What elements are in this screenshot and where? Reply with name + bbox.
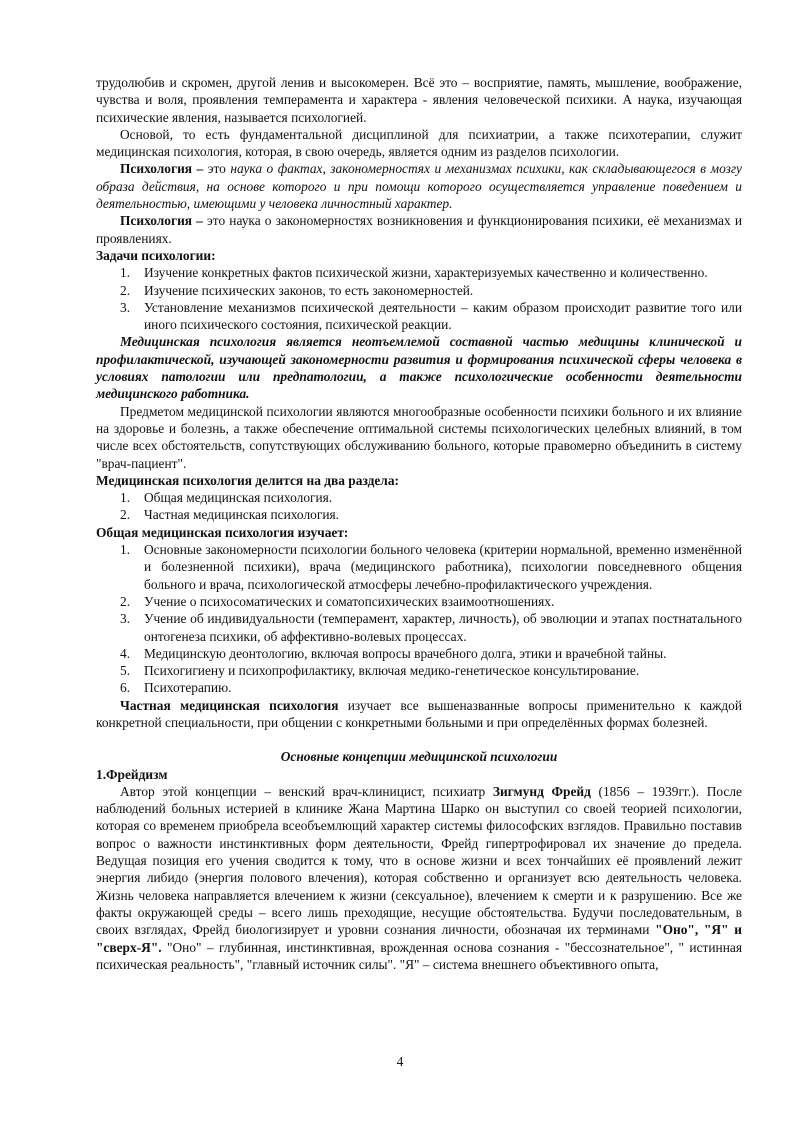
definition-text: это	[203, 161, 231, 177]
list-text: Общая медицинская психология.	[144, 490, 333, 506]
list-item	[96, 645, 742, 662]
list-text: Медицинскую деонтологию, включая вопросы врачебного долга, этики и врачебной тайны.	[144, 645, 667, 661]
list-text: Изучение психических законов, то есть закономерностей.	[144, 282, 474, 298]
paragraph-private	[96, 697, 742, 732]
freud-text-2: (1856 – 1939гг.). После наблюдений больных истерией в клинике Жана Мартина Шарко он выступил со своей теорией психологии, которая со временем приобрела всеобъемлющий характер системы философских взглядов. Правильно поставив вопрос о важности инстинктивных форм деятельности, Фрейд гипертрофировал их значение до предела. Ведущая позиция его учения сводится к тому, что в основе жизни и всех тончайших её проявлений лежит энергия либидо (энергия полового влечения), которая собственно и организует всю деятельность человека. Жизнь человека направляется влечением к жизни (сексуальное), влечением к смерти и к разрушению. Все же факты окружающей среды – всего лишь преходящие, несущие обстоятельства. Будучи последовательным, в своих взглядах, Фрейд биологизирует и уровни сознания личности, обозначая их терминами	[96, 783, 742, 938]
definition-psychology-1	[96, 160, 742, 212]
list-number: 2.	[120, 282, 131, 298]
list-item	[96, 282, 742, 299]
heading-freudism: 1.Фрейдизм	[96, 766, 168, 782]
list-number: 4.	[120, 645, 131, 661]
list-text: Психотерапию.	[144, 680, 232, 696]
list-text: Психогигиену и психопрофилактику, включая медико-генетическое консультирование.	[144, 663, 640, 679]
list-divided	[96, 489, 742, 524]
definition-term: Частная медицинская психология	[120, 697, 339, 713]
list-number: 1.	[120, 490, 131, 506]
list-number: 2.	[120, 593, 131, 609]
definition-text: изучает все вышеназванные вопросы применительно к каждой конкретной специальности, при общении с конкретными больными и при определённых формах болезней.	[96, 697, 742, 730]
list-text: Изучение конкретных фактов психической жизни, характеризуемых качественно и количественно.	[144, 265, 708, 281]
list-text: Частная медицинская психология.	[144, 507, 339, 523]
paragraph-foundation: Основой, то есть фундаментальной дисциплиной для психиатрии, а также психотерапии, служит медицинская психология, которая, в свою очередь, является одним из разделов психологии.	[96, 126, 742, 160]
definition-term: Психология –	[120, 161, 204, 177]
list-item	[96, 506, 742, 523]
list-text: Установление механизмов психической деятельности – каким образом происходит развитие того или иного психического состояния, психической реакции.	[144, 299, 742, 333]
list-item	[96, 679, 742, 696]
list-item	[96, 662, 742, 679]
list-item	[96, 299, 742, 334]
list-number: 1.	[120, 265, 131, 281]
freud-text-3: "Оно" – глубинная, инстинктивная, врожденная основа сознания - "бессознательное", " истинная психическая реальность", "главный источник силы". "Я" – система внешнего объективного опыта,	[96, 939, 742, 972]
list-tasks	[96, 264, 742, 333]
freud-name: Зигмунд Фрейд	[492, 783, 591, 799]
list-item	[96, 593, 742, 610]
page-number: 4	[396, 1054, 404, 1069]
list-number: 1.	[120, 542, 131, 558]
freud-terms: "Оно", "Я" и "сверх-Я".	[96, 922, 742, 955]
paragraph-freud	[96, 783, 742, 973]
document-page	[96, 74, 742, 973]
list-general	[96, 541, 742, 697]
definition-text: это наука о закономерностях возникновения и функционирования психики, её механизмах и проявлениях.	[96, 213, 742, 246]
list-item	[96, 610, 742, 645]
definition-term: Психология –	[120, 213, 203, 229]
paragraph-intro: трудолюбив и скромен, другой ленив и высокомерен. Всё это – восприятие, память, мышление, воображение, чувства и воля, проявления темперамента и характера - явления человеческой психики. А наука, изучающая психические явления, называется психологией.	[96, 75, 742, 125]
definition-psychology-2	[96, 212, 742, 247]
freud-text-1: Автор этой концепции – венский врач-клиницист, психиатр	[120, 783, 493, 799]
spacer	[96, 731, 742, 748]
list-text: Основные закономерности психологии больного человека (критерии нормальной, временно изменённой и болезненной психики), врача (медицинского работника), психологии повседневного общения больного и врача, психологической атмосферы лечебно-профилактического учреждения.	[144, 542, 742, 592]
list-item	[96, 489, 742, 506]
list-number: 6.	[120, 680, 131, 696]
paragraph-subject: Предметом медицинской психологии являются многообразные особенности психики больного и их влияние на здоровье и болезнь, а также обеспечение оптимальной системы психологических целебных влияний, в том числе всех обстоятельств, сопутствующих обслуживанию больного, которые правомерно объединить в систему "врач-пациент".	[96, 403, 742, 471]
definition-text: является неотъемлемой составной частью медицины клинической и профилактической, изучающей закономерности развития и формирования психической сферы человека в условиях патологии или предпатологии, а также психологические особенности деятельности медицинского работника.	[96, 334, 743, 402]
heading-general: Общая медицинская психология изучает:	[96, 524, 349, 540]
list-number: 2.	[120, 507, 131, 523]
definition-term: Медицинская психология	[120, 334, 277, 350]
list-number: 3.	[120, 299, 131, 315]
section-title: Основные концепции медицинской психологии	[280, 749, 558, 765]
list-text: Учение о психосоматических и соматопсихических взаимоотношениях.	[144, 593, 555, 609]
heading-divided: Медицинская психология делится на два раздела:	[96, 472, 399, 488]
list-number: 3.	[120, 611, 131, 627]
list-item	[96, 264, 742, 281]
list-item	[96, 541, 742, 593]
heading-tasks: Задачи психологии:	[96, 247, 216, 263]
list-number: 5.	[120, 663, 131, 679]
paragraph-medical-psychology	[96, 333, 742, 402]
definition-italic: наука о фактах, закономерностях и механизмах психики, как складывающегося в мозгу образа действия, на основе которого и при помощи которого осуществляется управление поведением и деятельностью, имеющими у человека личностный характер.	[96, 161, 743, 212]
list-text: Учение об индивидуальности (темперамент, характер, личность), об эволюции и этапах постнатального онтогенеза психики, об аффективно-волевых процессах.	[144, 611, 742, 644]
